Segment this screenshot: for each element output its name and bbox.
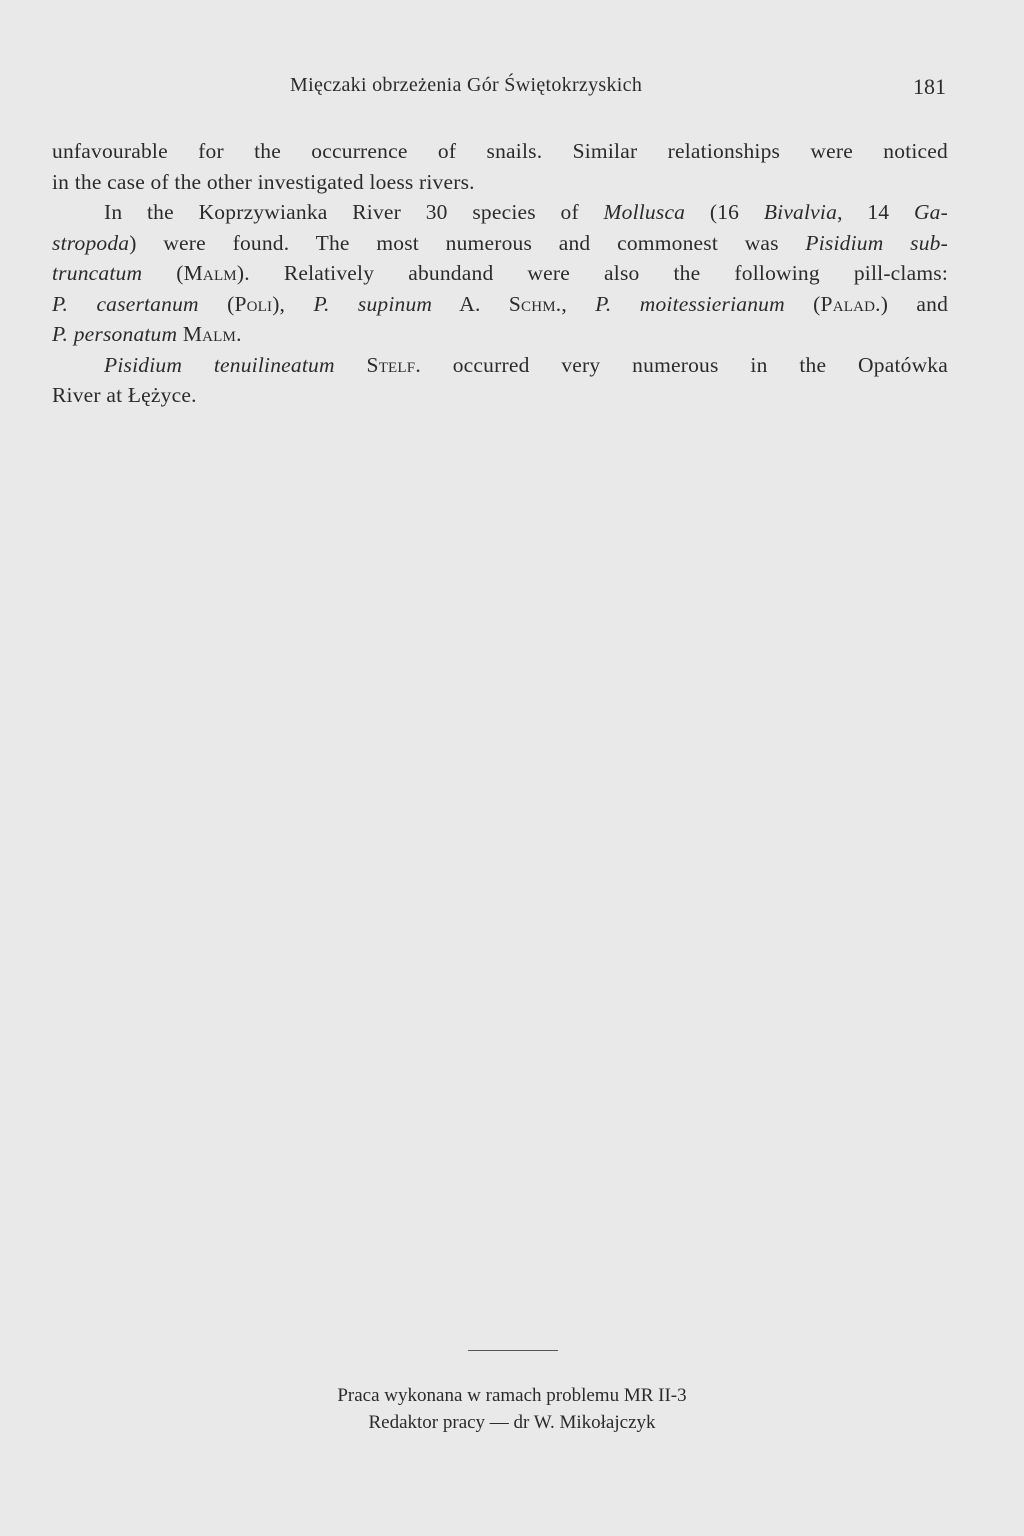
taxon-name: P. casertanum xyxy=(52,291,199,316)
taxon-name: Bivalvia xyxy=(763,200,838,224)
taxon-name: stropoda xyxy=(52,230,130,255)
author-name: Poli xyxy=(234,291,273,316)
footer-note xyxy=(0,1382,1024,1436)
text-line xyxy=(52,380,948,411)
text-run: ( xyxy=(142,261,184,285)
text-run: in the case of the other investigated loess rivers. xyxy=(52,169,475,194)
text-run: A. xyxy=(432,291,509,316)
text-line xyxy=(52,289,948,320)
author-name: Stelf. xyxy=(366,352,421,377)
running-header xyxy=(0,74,1024,104)
taxon-name: P. moitessierianum xyxy=(595,291,785,316)
taxon-name: truncatum xyxy=(52,261,143,285)
text-run: , 14 xyxy=(837,200,914,224)
taxon-name: Ga- xyxy=(913,200,948,224)
text-line xyxy=(52,197,948,228)
taxon-name: Pisidium sub- xyxy=(805,230,948,255)
text-run: ) and xyxy=(880,291,949,316)
taxon-name: P. supinum xyxy=(313,291,433,316)
text-line xyxy=(52,350,948,381)
taxon-name: Mollusca xyxy=(603,200,686,224)
footer-line-1: Praca wykonana w ramach problemu MR II-3 xyxy=(337,1385,687,1406)
body-text xyxy=(52,136,948,411)
author-name: Palad. xyxy=(820,291,881,316)
text-run: ) were found. The most numerous and commonest was xyxy=(129,230,806,255)
text-line xyxy=(52,167,948,198)
text-line xyxy=(52,258,948,289)
text-run: unfavourable for the occurrence of snails. Similar relationships were noticed xyxy=(52,139,948,163)
text-line xyxy=(52,136,948,167)
text-run: River at Łężyce. xyxy=(52,383,197,407)
taxon-name: Pisidium tenuilineatum xyxy=(104,352,335,377)
text-line xyxy=(52,228,948,259)
footer-line-2: Redaktor pracy — dr W. Mikołajczyk xyxy=(368,1412,656,1433)
text-run: ( xyxy=(784,291,821,316)
author-name: Malm xyxy=(183,261,237,285)
text-run: occurred very numerous in the Opatówka xyxy=(420,352,948,377)
text-run: In the Koprzywianka River 30 species of xyxy=(104,200,604,224)
text-run: ( xyxy=(198,291,235,316)
text-run: (16 xyxy=(685,200,764,224)
text-run xyxy=(335,353,367,377)
footer-divider xyxy=(468,1350,558,1351)
text-run: ), xyxy=(272,291,314,316)
text-line xyxy=(52,319,948,350)
running-title: Mięczaki obrzeżenia Gór Świętokrzyskich xyxy=(290,74,643,96)
author-name: Schm. xyxy=(508,291,562,316)
text-run: , xyxy=(561,291,596,316)
author-name: Malm. xyxy=(182,322,242,346)
text-run: ). Relatively abundand were also the following pill-clams: xyxy=(236,261,949,285)
taxon-name: P. personatum xyxy=(52,322,178,346)
page-number: 181 xyxy=(913,74,946,99)
